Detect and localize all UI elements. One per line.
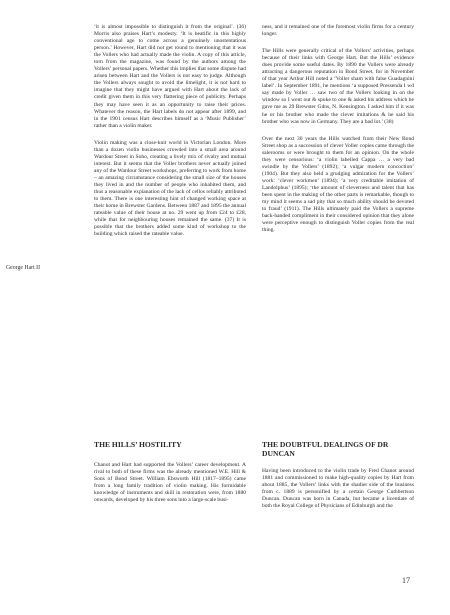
left-paragraph-1: ‘it is almost impossible to distinguish it from the original’. (36) Morris also praises Hart’s modesty. ‘It is beatific in this highly conventional age to come across a genuinely unostentatious person.’ However, Hart did not get round to mentioning that it was the Vollers who had actually made the violin. A copy of this article, torn from the magazine, was found by the authors among the Vollers’ personal papers. Whether this implies that some dispute had arisen between Hart and the Vollers is not easy to judge. Although the Vollers always sought to avoid the limelight, it is not hard to imagine that they might have argued with Hart about the lack of credit given them in this very flattering piece of publicity. Perhaps they may have seen it as an opportunity to raise their prices. Whatever the reason, the Hart labels do not appear after 1899, and in the 1901 census Hart describes himself as a ‘Music Publisher’ rather than a violin maker. (94, 24, 246, 129)
right-paragraph-4: Having been introduced to the violin trade by Fred Chanot around 1881 and commissioned to make high-quality copies by Hart from about 1885, the Vollers’ links with the shadier side of the business from c. 1889 is personified by a certain George Cuthbertson Duncan. Duncan was born in Canada, but became a licentiate of both the Royal College of Physicians of Edinburgh and the (262, 468, 414, 510)
left-column (94, 24, 246, 238)
left-paragraph-2: Violin making was a close-knit world in Victorian London. More than a dozen violin businesses crowded into a small area around Wardour Street in Soho, creating a lively mix of rivalry and mutual interest. But it seems that the Voller brothers never actually joined any of the Wardour Street workshops, preferring to work from home – an amazing circumstance considering the small size of the houses they lived in and the number of people who inhabited them, and thus a reasonable explanation of the lack of cellos reliably attributed to them. There is one interesting hint of changed working space at their home in Brewster Gardens. Between 1887 and 1895 the annual rateable value of their house at no. 29 went up from £24 to £28, while that for neighbouring houses remained the same. (37) It is possible that the brothers added some kind of workshop to the building which raised the rateable value. (94, 139, 246, 238)
right-paragraph-2: The Hills were generally critical of the Vollers’ activities, perhaps because of their links with George Hart. But the Hills’ evidence does provide some useful dates. By 1890 the Vollers were already attracting a dangerous reputation in Bond Street, for in November of that year Arthur Hill noted a ‘Voller sham with false Guadagnini label’. In September 1891, he mentions ‘a supposed Pressenda I wd say made by Voller … saw two of the Vollers looking in on the window so I went out & spoke to one & asked his address which he gave me as 29 Brewster Gdns, N. Kensington. I asked him if it was he or his brother who made the clever imitations & he said his brother who was now in Germany. They are a bad lot.’ (38) (262, 48, 414, 125)
margin-note: George Hart II (6, 265, 41, 271)
left-paragraph-3: Chanot and Hart had supported the Vollers’ career development. A rival to both of these firms was the already mentioned W.E. Hill & Sons of Bond Street. William Ebsworth Hill (1817–1895) came from a long family tradition of violin making. His formidable knowledge of instruments and skill in restoration were, from 1880 onwards, developed by his three sons into a large-scale busi- (94, 462, 246, 504)
right-column (262, 24, 414, 234)
section-heading-hills-hostility: THE HILLS’ HOSTILITY (94, 440, 182, 449)
section-heading-doubtful-dealings: THE DOUBTFUL DEALINGS OF DR DUNCAN (262, 440, 389, 458)
page-number: 17 (402, 576, 410, 585)
right-paragraph-3: Over the next 30 years the Hills watched from their New Bond Street shop as a succession of clever Voller copies came through the salerooms or were brought to them for an opinion. On the whole they were censorious: ‘a violin labelled Cappa … a very bad swindle by the Vollers’ (1892); ‘a vulgar modern concoction’ (1904). But they also held a grudging admiration for the Vollers’ work: ‘clever workmen’ (1894); ‘a very creditable imitation of Landolphus’ (1895); ‘the amount of cleverness and talent that has been spent in the making of the other parts is remarkable, though to my mind it seems a sad pity that so much ability should be devoted to fraud’ (1911). The Hills ultimately paid the Vollers a supreme back-handed compliment in their considered opinion that they alone were perceptive enough to distinguish Voller copies from the real thing. (262, 135, 414, 234)
right-paragraph-1: ness, and it remained one of the foremost violin firms for a century longer. (262, 24, 414, 38)
